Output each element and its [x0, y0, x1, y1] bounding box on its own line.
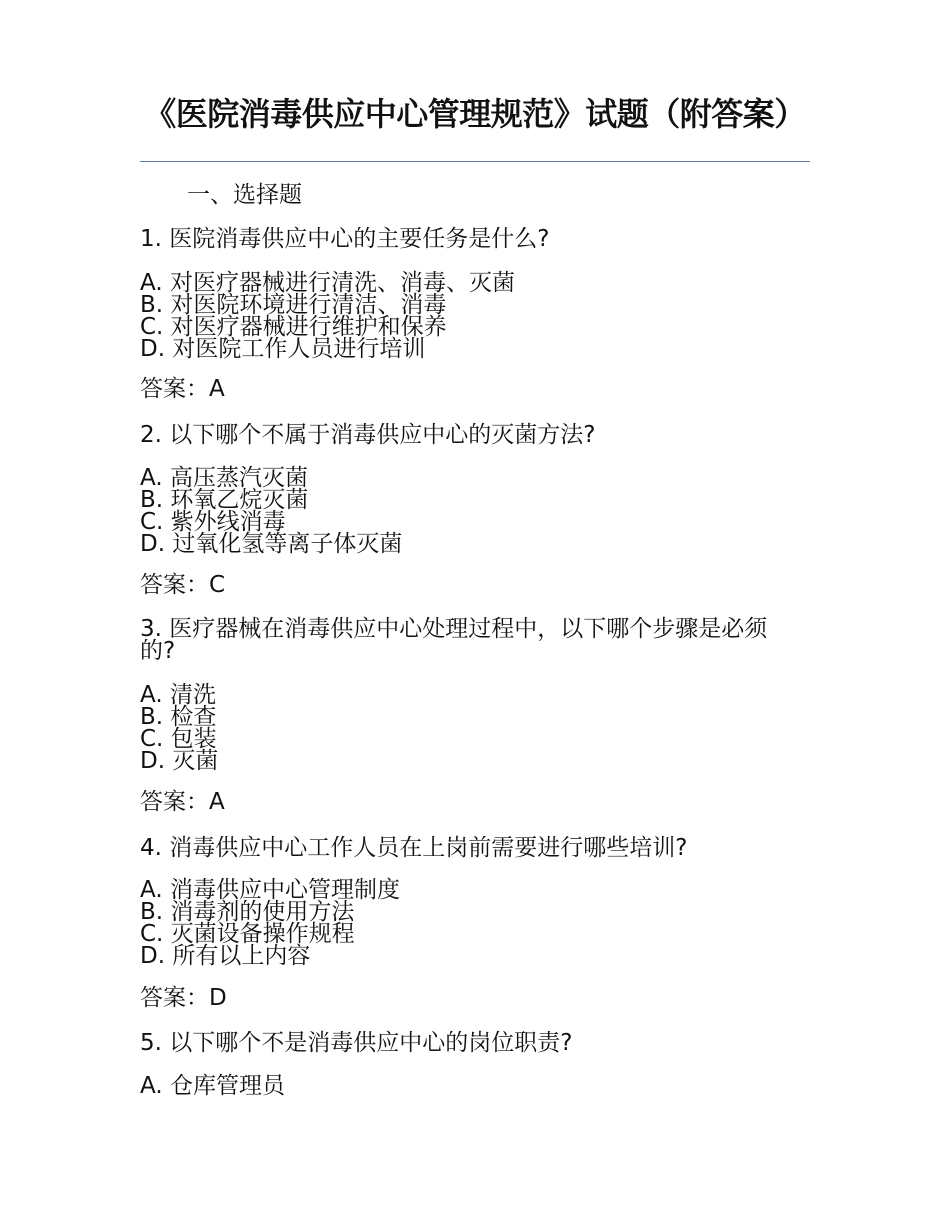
question-4-option-c: C. 灭菌设备操作规程 [140, 921, 355, 947]
question-5-option-a: A. 仓库管理员 [140, 1073, 285, 1099]
question-3-answer: 答案：A [140, 789, 225, 815]
question-1-option-b: B. 对医院环境进行清洁、消毒 [140, 292, 447, 318]
title-underline [140, 161, 810, 162]
question-3: 3. 医疗器械在消毒供应中心处理过程中，以下哪个步骤是必须的? [140, 616, 768, 664]
question-3-option-c: C. 包装 [140, 726, 217, 752]
question-1-option-d: D. 对医院工作人员进行培训 [140, 336, 426, 362]
question-2-option-b: B. 环氧乙烷灭菌 [140, 487, 309, 513]
question-5: 5. 以下哪个不是消毒供应中心的岗位职责? [140, 1030, 573, 1056]
question-4-option-a: A. 消毒供应中心管理制度 [140, 877, 400, 903]
section-heading: 一、选择题 [187, 182, 302, 208]
question-1-option-a: A. 对医疗器械进行清洗、消毒、灭菌 [140, 270, 515, 296]
question-1-option-c: C. 对医疗器械进行维护和保养 [140, 314, 447, 340]
question-2-option-a: A. 高压蒸汽灭菌 [140, 465, 308, 491]
question-1-answer: 答案：A [140, 376, 225, 402]
question-4-answer: 答案：D [140, 985, 227, 1011]
question-2-option-c: C. 紫外线消毒 [140, 509, 286, 535]
question-3-option-d: D. 灭菌 [140, 748, 219, 774]
document-title: 《医院消毒供应中心管理规范》试题（附答案） [144, 95, 806, 133]
question-1: 1. 医院消毒供应中心的主要任务是什么? [140, 226, 550, 252]
question-2: 2. 以下哪个不属于消毒供应中心的灭菌方法? [140, 422, 596, 448]
question-4: 4. 消毒供应中心工作人员在上岗前需要进行哪些培训? [140, 835, 688, 861]
question-2-answer: 答案：C [140, 572, 226, 598]
question-4-option-b: B. 消毒剂的使用方法 [140, 899, 355, 925]
question-3-option-a: A. 清洗 [140, 682, 216, 708]
question-4-option-d: D. 所有以上内容 [140, 943, 311, 969]
question-2-option-d: D. 过氧化氢等离子体灭菌 [140, 531, 403, 557]
question-3-option-b: B. 检查 [140, 704, 217, 730]
